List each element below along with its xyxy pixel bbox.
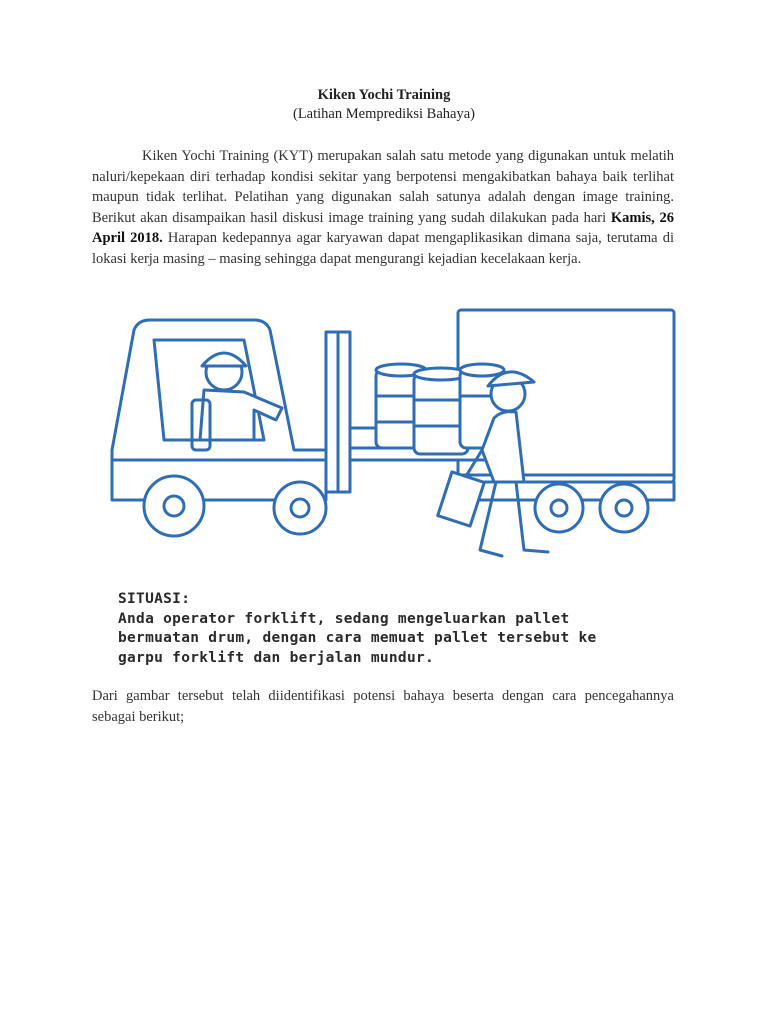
training-date: Kamis, 26 April 2018.	[92, 209, 675, 247]
forklift-wheel	[144, 476, 204, 536]
forklift-illustration	[104, 300, 676, 572]
intro-text-end: Harapan kedepannya agar karyawan dapat mengaplikasikan dimana saja, terutama di lokasi kerja masing – masing sehingga dapat mengurangi kejadian kecelakaan kerja.	[92, 230, 675, 267]
truck-wheel	[535, 484, 583, 532]
document-subtitle: (Latihan Memprediksi Bahaya)	[293, 106, 475, 122]
forklift-wheel	[274, 482, 326, 534]
situation-line: bermuatan drum, dengan cara memuat pallet tersebut ke	[118, 630, 597, 646]
intro-text-start: Kiken Yochi Training (KYT) merupakan salah satu metode yang digunakan untuk melatih naluri/kepekaan diri terhadap kondisi sekitar yang berpotensi mengakibatkan bahaya baik terlihat maupun tidak terlihat. Pelatihan yang digunakan salah satunya adalah dengan image training. Berikut akan disampaikan hasil diskusi image training yang sudah dilakukan pada hari	[92, 148, 674, 226]
situation-line: garpu forklift dan berjalan mundur.	[118, 649, 435, 666]
situation-box	[118, 590, 678, 668]
document-title: Kiken Yochi Training	[317, 87, 451, 103]
truck-wheel	[600, 484, 648, 532]
conclusion-paragraph: Dari gambar tersebut telah diidentifikasi potensi bahaya beserta dengan cara pencegahannya sebagai berikut;	[92, 688, 674, 725]
situation-line: Anda operator forklift, sedang mengeluarkan pallet	[118, 610, 570, 627]
situation-heading: SITUASI:	[118, 591, 191, 607]
intro-paragraph	[92, 146, 674, 270]
